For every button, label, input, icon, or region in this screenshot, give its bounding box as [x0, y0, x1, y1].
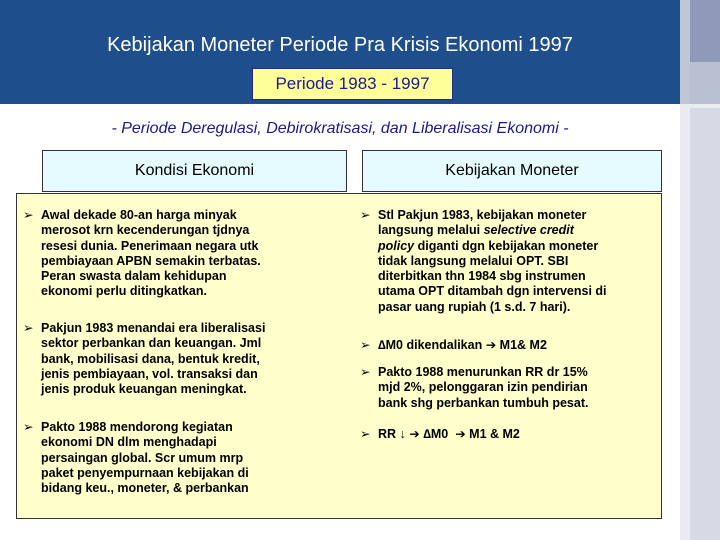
- formula-part: ∆M0: [423, 427, 449, 441]
- subtitle: - Periode Deregulasi, Debirokratisasi, dan Liberalisasi Ekonomi -: [111, 120, 569, 137]
- bullet-text-italic: selective credit policy: [378, 223, 574, 253]
- formula-part: M1& M2: [499, 338, 547, 352]
- list-item: [23, 208, 341, 300]
- left-column-heading: Kondisi Ekonomi: [42, 150, 347, 192]
- bullet-arrow-icon: ➢: [360, 365, 371, 379]
- list-item: [360, 365, 656, 411]
- bullet-text: [378, 338, 547, 353]
- bullet-arrow-icon: ➢: [23, 420, 34, 434]
- arrow-right-icon: ➔: [485, 338, 497, 352]
- bullet-text: Pakto 1988 menurunkan RR dr 15% mjd 2%, pelonggaran izin pendirian bank shg perbankan tumbuh pesat.: [378, 365, 589, 410]
- list-item: [360, 427, 656, 442]
- bullet-text: Pakjun 1983 menandai era liberalisasi sektor perbankan dan keuangan. Jml bank, mobilisasi dana, bentuk kredit, jenis pembiayaan, vol. transaksi dan jenis produk keuangan meningkat.: [41, 321, 266, 397]
- decorative-bar: [690, 0, 720, 62]
- bullet-arrow-icon: ➢: [360, 427, 371, 441]
- bullet-text: Pakto 1988 mendorong kegiatan ekonomi DN dlm menghadapi persaingan global. Scr umum mrp paket penyempurnaan kebijakan di bidang keu., moneter, & perbankan: [41, 420, 249, 496]
- decorative-bar: [690, 62, 720, 104]
- right-column-heading: Kebijakan Moneter: [362, 150, 662, 192]
- arrow-right-icon: ➔: [409, 427, 420, 441]
- decorative-bar: [690, 108, 720, 540]
- right-column-body: [346, 193, 662, 519]
- bullet-arrow-icon: ➢: [360, 338, 371, 352]
- formula-part: ∆M0 dikendalikan: [378, 338, 483, 352]
- bullet-text-part: diganti dgn kebijakan moneter tidak langsung melalui OPT. SBI diterbitkan thn 1984 sbg instrumen utama OPT ditambah dgn intervensi di pasar uang rupiah (1 s.d. 7 hari).: [378, 238, 607, 314]
- bullet-arrow-icon: ➢: [360, 208, 371, 222]
- list-item: [23, 321, 341, 397]
- list-item: [360, 338, 656, 353]
- bullet-text: [378, 427, 520, 442]
- bullet-text-part: Stl Pakjun 1983, kebijakan moneter langsung melalui: [378, 208, 587, 238]
- list-item: [360, 208, 656, 315]
- bullet-arrow-icon: ➢: [23, 208, 34, 222]
- period-badge: Periode 1983 - 1997: [252, 68, 453, 100]
- list-item: [23, 420, 341, 496]
- bullet-text: Awal dekade 80-an harga minyak merosot krn kecenderungan tjdnya resesi dunia. Penerimaan negara utk pembiayaan APBN semakin terbatas. Peran swasta dalam kehidupan ekonomi perlu ditingkatkan.: [41, 208, 261, 299]
- bullet-text: [378, 208, 607, 315]
- formula-part: M1 & M2: [469, 427, 520, 441]
- formula-part: RR ↓: [378, 427, 406, 441]
- page-title: Kebijakan Moneter Periode Pra Krisis Ekonomi 1997: [107, 34, 573, 56]
- bullet-arrow-icon: ➢: [23, 321, 34, 335]
- arrow-right-icon: ➔: [455, 427, 466, 441]
- left-column-body: [16, 193, 347, 519]
